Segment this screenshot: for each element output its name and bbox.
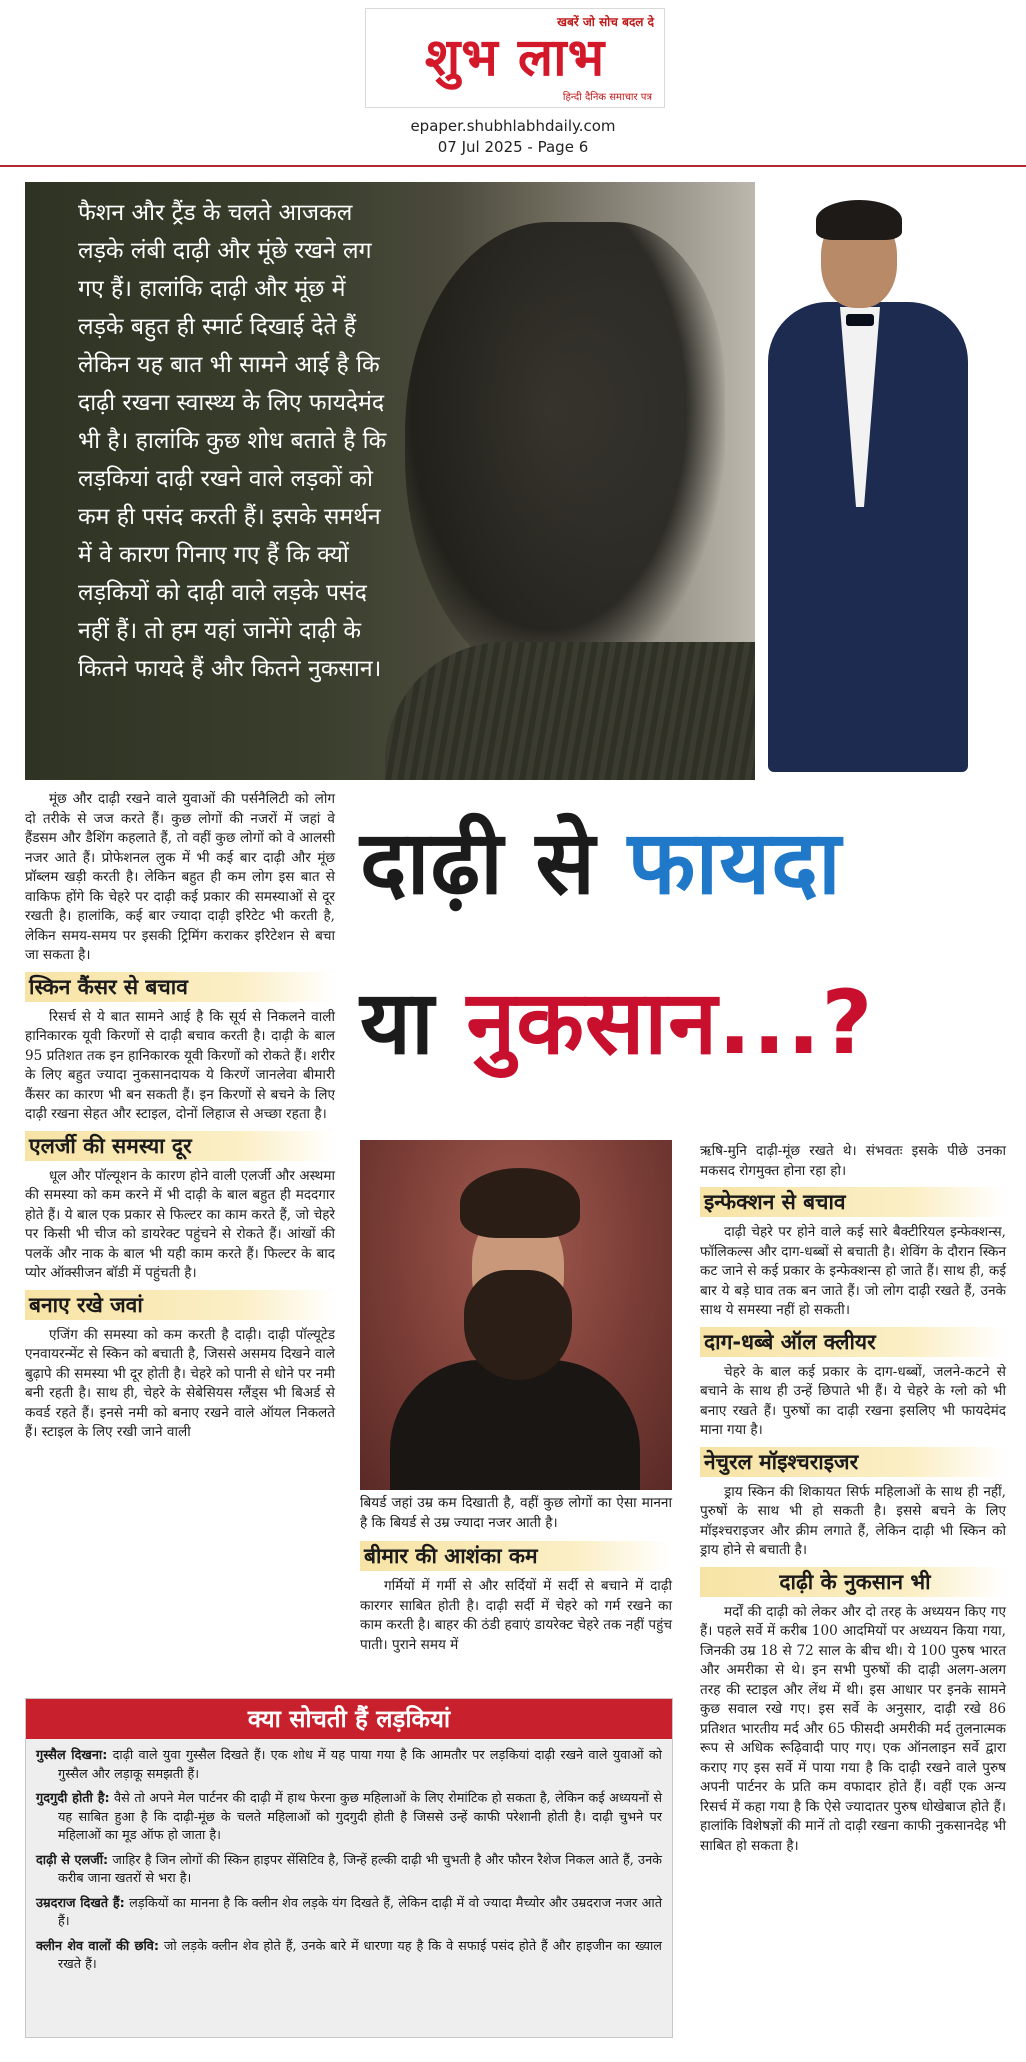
paragraph-stay-young: एजिंग की समस्या को कम करती है दाढ़ी। दाढ़ी पॉल्यूटेड एनवायरन्मेंट से स्किन को बचाती है, जिससे असमय दिखने वाले बुढ़ापे की समस्या भी दूर होती है। चेहरे को पानी से धोने पर नमी बनी रहती है। साथ ही, चेहरे के सेबेसियस ग्लैंड्स भी बिअर्ड से कवर्ड रहते हैं। इनसे नमी को बनाए रखने वाले ऑयल निकलते हैं। स्टाइल के लिए रखी जाने वाली <box>25 1326 335 1440</box>
photo-caption: बियर्ड जहां उम्र कम दिखाती है, वहीं कुछ लोगों का ऐसा मानना है कि बियर्ड से उम्र ज्यादा नजर आती है। <box>360 1495 672 1531</box>
newspaper-logo[interactable] <box>365 8 665 108</box>
masthead <box>0 0 1026 165</box>
opinion-label: गुदगुदी होती है: <box>36 1791 110 1806</box>
left-column <box>25 790 335 1445</box>
suited-model-image <box>758 182 1018 780</box>
hero-intro-text: फैशन और ट्रैंड के चलते आजकल लड़के लंबी दाढ़ी और मूंछे रखने लग गए हैं। हालांकि दाढ़ी और मूंछ में लड़के बहुत ही स्मार्ट दिखाई देते हैं लेकिन यह बात भी सामने आई है कि दाढ़ी रखना स्वास्थ्य के लिए फायदेमंद भी है। हालांकि कुछ शोध बताते है कि लड़कियां दाढ़ी रखने वाले लड़कों को कम ही पसंद करती हैं। इसके समर्थन में वे कारण गिनाए गए हैं कि क्यों लड़कियों को दाढ़ी वाले लड़के पसंद नहीं हैं। तो हम यहां जानेंगे दाढ़ी के कितने फायदे हैं और कितने नुकसान। <box>78 200 387 682</box>
opinion-item <box>36 1895 662 1932</box>
logo-subtitle: हिन्दी दैनिक समाचार पत्र <box>562 92 652 103</box>
opinion-item <box>36 1852 662 1889</box>
headline-part-3: या <box>360 971 467 1074</box>
subheading-stay-young: बनाए रखे जवां <box>25 1290 335 1320</box>
opinion-label: क्लीन शेव वालों की छवि: <box>36 1938 160 1954</box>
paragraph-allergy: धूल और पॉल्यूशन के कारण होने वाली एलर्जी और अस्थमा की समस्या को कम करने में भी दाढ़ी के बाल बहुत ही मददगार होते हैं। ये बाल एक प्रकार से फिल्टर का काम करते हैं, जो चेहरे पर किसी भी चीज को डायरेक्ट पहुंचने से रोकते हैं। आंखों की पलकें और नाक के बाल भी यही काम करते हैं। फिल्टर के बाद प्योर ऑक्सीजन बॉडी में पहुंचती है। <box>25 1167 335 1281</box>
main-headline <box>360 808 1020 1078</box>
subheading-allergy: एलर्जी की समस्या दूर <box>25 1131 335 1161</box>
middle-column <box>360 1535 672 1657</box>
paragraph-sages: ऋषि-मुनि दाढ़ी-मूंछ रखते थे। संभवतः इसके पीछे उनका मकसद रोगमुक्त होना रहा हो। <box>700 1143 1006 1179</box>
opinion-text: जाहिर है जिन लोगों की स्किन हाइपर सेंसिटिव है, जिन्हें हल्की दाढ़ी भी चुभती है और फौरन रैशेज निकल आते हैं, उनके करीब जाना खतरों से भरा है। <box>58 1852 662 1886</box>
opinion-text: वैसे तो अपने मेल पार्टनर की दाढ़ी में हाथ फेरना कुछ महिलाओं के लिए रोमांटिक हो सकता है, लेकिन कई अध्ययनों से यह साबित हुआ है कि दाढ़ी-मूंछ के चलते महिलाओं को गुदगुदी होती है जिससे उन्हें काफी परेशानी होती है। दाढ़ी चुभने पर महिलाओं का मूड ऑफ हो जाता है। <box>58 1791 662 1843</box>
subheading-harms: दाढ़ी के नुकसान भी <box>700 1567 1006 1597</box>
opinion-item <box>36 1747 662 1784</box>
logo-name: शुभ लाभ <box>424 28 606 88</box>
headline-benefit: फायदा <box>627 811 842 914</box>
paragraph-illness: गर्मियों में गर्मी से और सर्दियों में सर्दी से बचाने में दाढ़ी कारगर साबित होती है। दाढ़ी सर्दी में चेहरे को गर्म रखने का काम करती है। बाहर की ठंडी हवाएं डायरेक्ट चेहरे तक नहीं पहुंच पाती। पुराने समय में <box>360 1578 672 1653</box>
opinion-text: जो लड़के क्लीन शेव होते हैं, उनके बारे में धारणा यह है कि वे सफाई पसंद होते हैं और हाइजीन का ख्याल रखते हैं। <box>58 1938 662 1972</box>
subheading-illness: बीमार की आशंका कम <box>360 1541 672 1571</box>
opinion-text: लड़कियों का मानना है कि क्लीन शेव लड़के यंग दिखते हैं, लेकिन दाढ़ी में वो ज्यादा मैच्योर और उम्रदराज नजर आते हैं। <box>58 1895 662 1929</box>
opinion-item <box>36 1938 662 1975</box>
paragraph-harms: मर्दों की दाढ़ी को लेकर और दो तरह के अध्ययन किए गए हैं। पहले सर्वे में करीब 100 आदमियों पर अध्ययन किया गया, जिनकी उम्र 18 से 72 साल के बीच थी। ये 100 पुरुष भारत और अमरीका से थे। इन सभी पुरुषों की दाढ़ी अलग-अलग तरह की स्टाइल और लेंथ में थी। इस आधार पर इनके सामने कुछ सवाल रखे गए। इस सर्वे के अनुसार, दाढ़ी रखे 86 प्रतिशत भारतीय मर्द और 65 फीसदी अमरीकी मर्द तुलनात्मक रूप से अधिक रूढ़िवादी पाए गए। एक ऑनलाइन सर्वे द्वारा कराए गए इस सर्वे में पाया गया है कि दाढ़ी रखने वाले पुरुष अपनी पार्टनर के प्रति कम वफादार होते हैं। वहीं एक अन्य रिसर्च में कहा गया है कि ऐसे ज्यादातर पुरुष धोखेबाज होते हैं। हालांकि विशेषज्ञों की मानें तो दाढ़ी रखना काफी नुकसानदेह भी साबित हो सकता है। <box>700 1603 1006 1854</box>
paragraph-skin-cancer: रिसर्च से ये बात सामने आई है कि सूर्य से निकलने वाली हानिकारक यूवी किरणों से दाढ़ी बचाव करती है। दाढ़ी के बाल 95 प्रतिशत तक इन हानिकारक यूवी किरणों को रोकते हैं। शरीर के लिए बहुत ज्यादा नुकसानदायक ये किरणें जानलेवा बीमारी कैंसर का कारण भी बन सकती हैं। इन किरणों से बचने के लिए दाढ़ी रखना सेहत और स्टाइल, दोनों लिहाज से अच्छा रहता है। <box>25 1008 335 1122</box>
masthead-divider <box>0 165 1026 167</box>
opinion-item <box>36 1790 662 1846</box>
paragraph-spots: चेहरे के बाल कई प्रकार के दाग-धब्बों, जलने-कटने से बचाने के साथ ही उन्हें छिपाते भी हैं। ये चेहरे के ग्लो को भी बनाए रखते हैं। पुरुषों का दाढ़ी रखना इसलिए भी फायदेमंद माना गया है। <box>700 1363 1006 1438</box>
headline-part-1: दाढ़ी से <box>360 811 628 914</box>
subheading-moisturizer: नेचुरल मॉइश्चराइजर <box>700 1447 1006 1477</box>
girls-opinion-box <box>25 1698 673 2038</box>
opinion-label: उम्रदराज दिखते हैं: <box>36 1895 125 1911</box>
hero-beard-image <box>25 182 755 780</box>
right-column <box>700 1142 1006 1858</box>
intro-paragraph: मूंछ और दाढ़ी रखने वाले युवाओं की पर्सनैलिटी को लोग दो तरीके से जज करते हैं। कुछ लोगों की नजरों में जहां वे हैंडसम और डैशिंग कहलाते हैं, तो वहीं कुछ लोगों को वे आलसी नजर आते हैं। प्रोफेशनल लुक में भी कई बार दाढ़ी और मूंछ प्रॉब्लम खड़ी करती है। लेकिन बहुत ही कम लोग इस बात से वाकिफ होंगे कि चेहरे पर दाढ़ी कई प्रकार की समस्याओं से दूर रखती है। हालांकि, कई बार ज्यादा दाढ़ी इरिटेट भी करती है, लेकिन समय-समय पर इसकी ट्रिमिंग कराकर इरिटेशन से बचा जा सकता है। <box>25 791 335 963</box>
opinion-text: दाढ़ी वाले युवा गुस्सैल दिखते हैं। एक शोध में यह पाया गया है कि आमतौर पर लड़कियां दाढ़ी रखने वाले युवाओं को गुस्सैल और लड़ाकू समझती हैं। <box>58 1748 662 1782</box>
girls-box-body <box>26 1739 672 1975</box>
headline-harm: नुकसान...? <box>466 971 874 1074</box>
epaper-url: epaper.shubhlabhdaily.com <box>410 117 616 135</box>
bearded-man-photo <box>360 1140 672 1490</box>
subheading-spots: दाग-धब्बे ऑल क्लीयर <box>700 1327 1006 1357</box>
paragraph-infection: दाढ़ी चेहरे पर होने वाले कई सारे बैक्टीरियल इन्फेक्शन्स, फॉलिकल्स और दाग-धब्बों से बचाती है। शेविंग के दौरान स्किन कट जाने से कई प्रकार के इन्फेक्शन्स हो जाते हैं। साथ ही, कई बार ये बड़े घाव तक बन जाते हैं। जो लोग दाढ़ी रखते हैं, उनके साथ ये समस्या नहीं हो सकती। <box>700 1224 1006 1318</box>
paragraph-moisturizer: ड्राय स्किन की शिकायत सिर्फ महिलाओं के साथ ही नहीं, पुरुषों के साथ भी हो सकती है। इससे बचने के लिए मॉइश्चराइजर और क्रीम लगाते हैं, लेकिन दाढ़ी भी स्किन को ड्राय होने से बचाती है। <box>700 1483 1006 1558</box>
opinion-label: गुस्सैल दिखना: <box>36 1748 108 1763</box>
logo-tagline: खबरें जो सोच बदल दे <box>557 15 654 29</box>
subheading-infection: इन्फेक्शन से बचाव <box>700 1187 1006 1217</box>
girls-box-title: क्या सोचती हैं लड़कियां <box>26 1699 672 1739</box>
subheading-skin-cancer: स्किन कैंसर से बचाव <box>25 972 335 1002</box>
opinion-label: दाढ़ी से एलर्जी: <box>36 1852 109 1868</box>
edition-date: 07 Jul 2025 - Page 6 <box>437 138 589 156</box>
